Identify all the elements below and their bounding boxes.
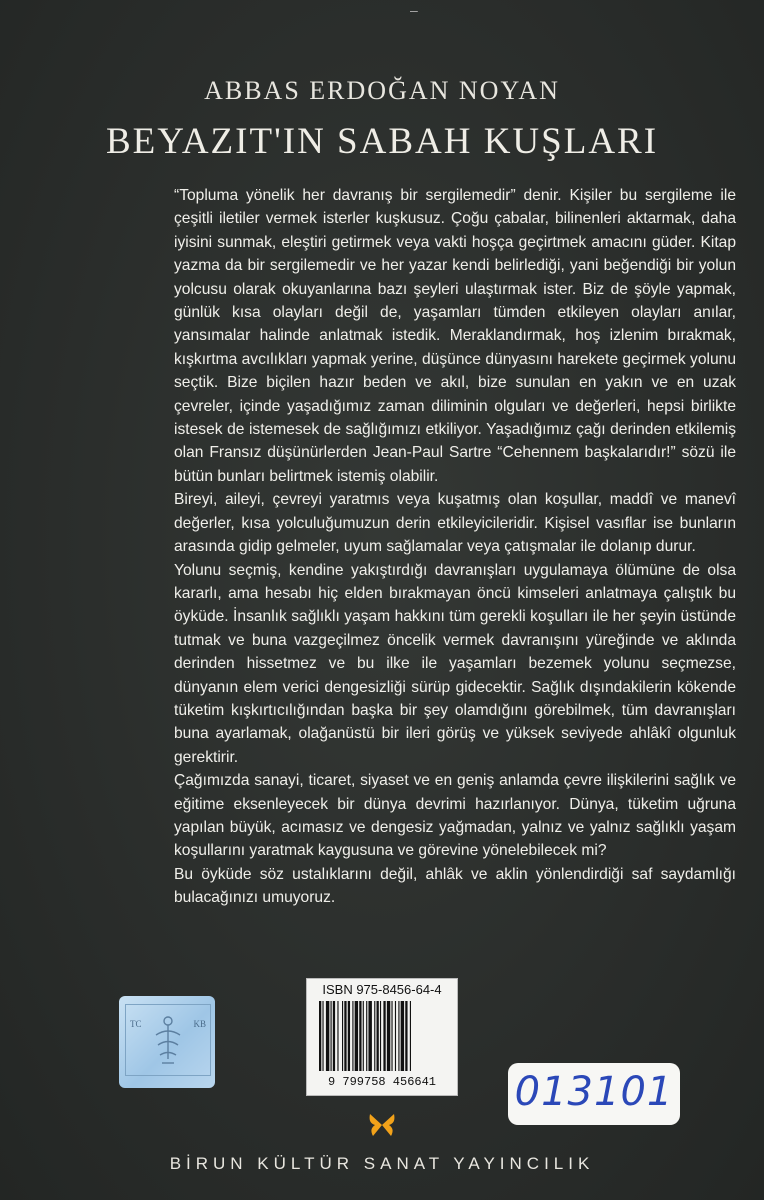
stamp-number: 013101	[514, 1069, 674, 1115]
blurb-paragraph: Yolunu seçmiş, kendine yakıştırdığı davranışları uygulamaya ölümüne de olsa kararlı, ama hesabı hiç elden bırakmayan öncü kimseleri anlatmaya çalıştık bu öyküde. İnsanlık sağlıklı yaşam hakkını tüm gerekli koşulları ile her şeyin üstünde tutmak ve buna vazgeçilmez öncelik vermek davranışını yüreğinde ve aklında derinden hissetmez ve bu ilke ile yaşamları bezemek yolunu seçmezse, dünyanın elem verici dengesizliği sürüp gidecektir. Sağlık dışındakilerin kökende tüketim kışkırtıcılığından başka bir şey olamdığını görebilmek, tüm davranışları buna ayarlamak, olağanüstü bir ileri görüş ve yüksek seviyede ahlâkî olgunluk gerektirir.	[174, 561, 736, 766]
sticker-right-text: KB	[193, 1019, 206, 1029]
blurb-paragraph: Çağımızda sanayi, ticaret, siyaset ve en geniş anlamda çevre ilişkilerini sağlık ve eğitime eksenleyecek bir dünya devrimi hazırlanıyor. Dünya, tüketim uğruna yapılan büyük, acımasız ve dengesiz yağmadan, yalnız ve yalnız sağlıklı yaşam koşullarını yaratmak kaygusuna ve görevine yönelebilecek mi?	[174, 772, 736, 860]
isbn-label: ISBN 975-8456-64-4	[322, 982, 442, 997]
barcode	[317, 1001, 447, 1073]
book-back-cover: – ABBAS ERDOĞAN NOYAN BEYAZIT'IN SABAH KUŞLARI “Topluma yönelik her davranış bir sergilemedir” denir. Kişiler bu sergileme ile çeşitli iletiler vermek isterler kuşkusuz. Çoğu çabalar, bilinenleri aktarmak, daha iyisini sunmak, eleştiri getirmek veya vakti hoşça geçirtmek amacını güder. Kitap yazma da bir sergilemedir ve her yazar kendi belirlediği, yani beğendiği bir yolun yolcusu olarak okuyanlarına bazı şeyleri ulaştırmak ister. Biz de şöyle yapmak, günlük kısa olayları değil de, yaşamları tümden etkileyen olayları anılar, yansımalar halinde anlatmak istedik. Meraklandırmak, hoş izlenim bırakmak, kışkırtma avcılıkları yapmak yerine, düşünce dünyasını harekete geçirmek yolunu seçtik. Bize biçilen hazır beden ve akıl, bize sunulan en yakın ve en uzak çevreler, içinde yaşadığımız zaman diliminin olguları ve değerleri, hepsi birlikte istesek de istemesek de sağlığımızı etkiliyor. Yaşadığımız çağı derinden etkilemiş olan Fransız düşünürlerden Jean-Paul Sartre “Cehennem başkalarıdır!” sözü ile bütün bunları belirtmek istemiş olabilir. Bireyi, aileyi, çevreyi yaratmıs veya kuşatmış olan koşullar, maddî ve manevî değerler, kısa yolculuğumuzun derin etkileyicileridir. Kişisel vasıflar ise bunların arasında gidip gelmeler, uyum sağlamalar veya çatışmalar ile dolanıp durur. Yolunu seçmiş, kendine yakıştırdığı davranışları uygulamaya ölümüne de olsa kararlı, ama hesabı hiç elden bırakmayan öncü kimseleri anlatmaya çalıştık bu öyküde. İnsanlık sağlıklı yaşam hakkını tüm gerekli koşulları ile her şeyin üstünde tutmak ve buna vazgeçilmez öncelik vermek davranışını yüreğinde ve aklında derinden hissetmez ve bu ilke ile yaşamları bezemek yolunu seçmezse, dünyanın elem verici dengesizliği sürüp gidecektir. Sağlık dışındakilerin kökende tüketim kışkırtıcılığından başka bir şey olamdığını görebilmek, tüm davranışları buna ayarlamak, olağanüstü bir ileri görüş ve yüksek seviyede ahlâkî olgunluk gerektirir. Çağımızda sanayi, ticaret, siyaset ve en geniş anlamda çevre ilişkilerini sağlık ve eğitime eksenleyecek bir dünya devrimi hazırlanıyor. Dünya, tüketim uğruna yapılan büyük, acımasız ve dengesiz yağmadan, yalnız ve yalnız sağlıklı yaşam koşullarını yaratmak kaygusuna ve görevine yönelebilecek mi? Bu öyküde söz ustalıklarını değil, ahlâk ve aklin yönlendirdiği saf saydamlığı bulacağınızı umuyoruz. TC KB ISBN 975-8456-64-4 9 799758 456641 013101 BİRUN KÜLTÜR SANAT YAYINCILIK	[0, 0, 764, 1200]
barcode-number: 9 799758 456641	[327, 1075, 437, 1089]
sticker-left-text: TC	[130, 1019, 142, 1029]
butterfly-icon	[367, 1111, 397, 1139]
blurb-paragraph: Bireyi, aileyi, çevreyi yaratmıs veya kuşatmış olan koşullar, maddî ve manevî değerler, kısa yolculuğumuzun derin etkileyicileridir. Kişisel vasıflar ise bunların arasında gidip gelmeler, uyum sağlamalar veya çatışmalar ile dolanıp durur.	[174, 491, 736, 556]
blurb-paragraph: Bu öyküde söz ustalıklarını değil, ahlâk ve aklin yönlendirdiği saf saydamlığı bulacağınızı umuyoruz.	[174, 865, 736, 907]
blurb-text	[174, 184, 736, 910]
emblem-icon	[126, 1005, 210, 1075]
publisher-name: BİRUN KÜLTÜR SANAT YAYINCILIK	[169, 1154, 595, 1173]
inventory-stamp	[508, 1063, 680, 1125]
author-name: ABBAS ERDOĞAN NOYAN	[204, 76, 560, 105]
blurb-paragraph: “Topluma yönelik her davranış bir sergilemedir” denir. Kişiler bu sergileme ile çeşitli iletiler vermek isterler kuşkusuz. Çoğu çabalar, bilinenleri aktarmak, daha iyisini sunmak, eleştiri getirmek veya vakti hoşça geçirtmek amacını güder. Kitap yazma da bir sergilemedir ve her yazar kendi belirlediği, yani beğendiği bir yolun yolcusu olarak okuyanlarına bazı şeyleri ulaştırmak ister. Biz de şöyle yapmak, günlük kısa olayları değil de, yaşamları tümden etkileyen olayları anılar, yansımalar halinde anlatmak istedik. Meraklandırmak, hoş izlenim bırakmak, kışkırtma avcılıkları yapmak yerine, düşünce dünyasını harekete geçirmek yolunu seçtik. Bize biçilen hazır beden ve akıl, bize sunulan en yakın ve en uzak çevreler, içinde yaşadığımız zaman diliminin olguları ve değerleri, hepsi birlikte istesek de istemesek de sağlığımızı etkiliyor. Yaşadığımız çağı derinden etkilemiş olan Fransız düşünürlerden Jean-Paul Sartre “Cehennem başkalarıdır!” sözü ile bütün bunları belirtmek istemiş olabilir.	[174, 187, 736, 485]
isbn-barcode-box	[306, 978, 458, 1096]
book-title: BEYAZIT'IN SABAH KUŞLARI	[105, 121, 659, 162]
library-sticker	[119, 996, 215, 1088]
